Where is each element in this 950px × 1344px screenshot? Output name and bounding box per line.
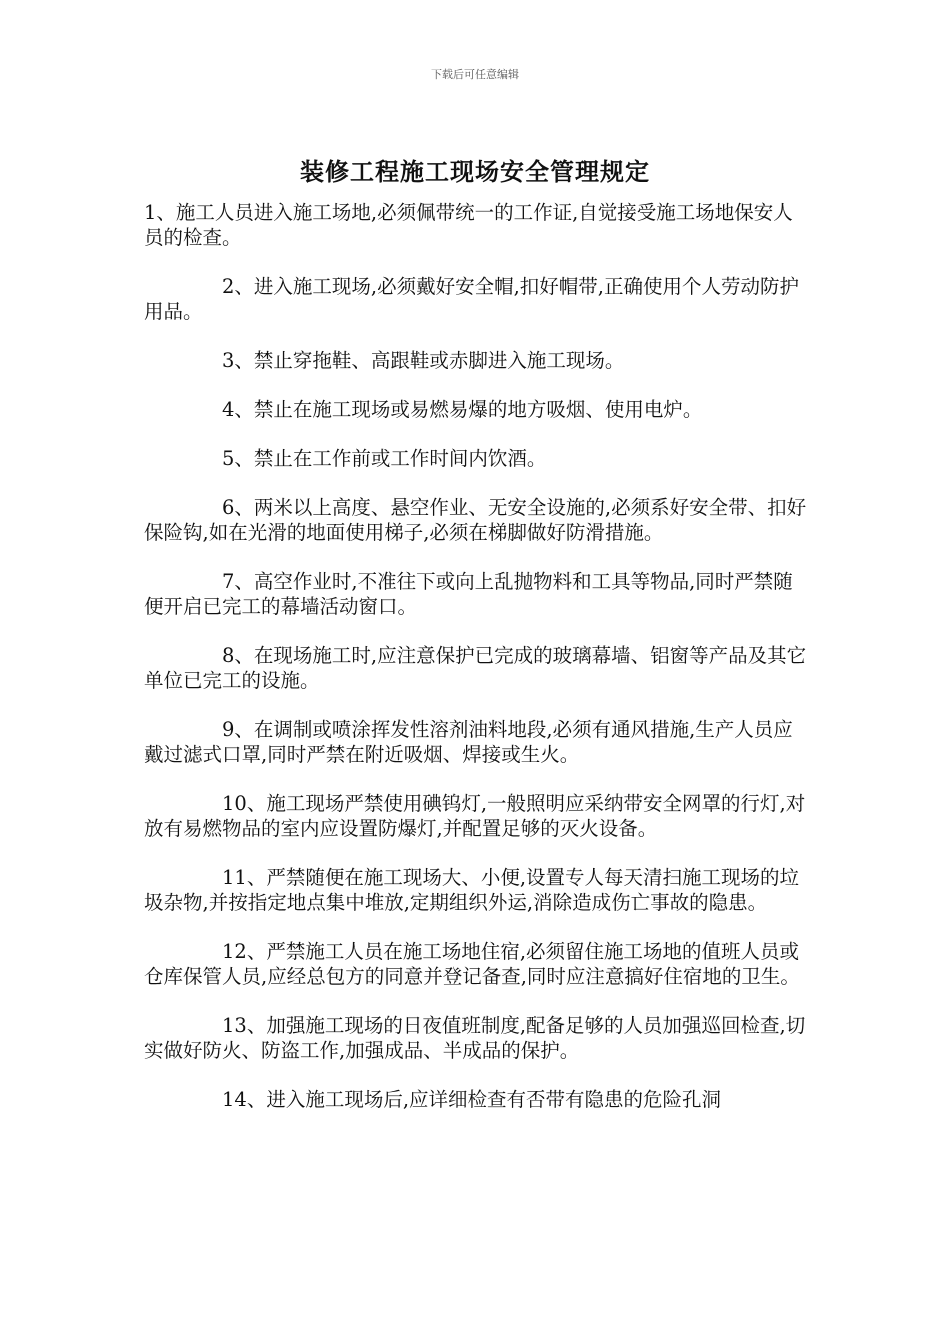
rule-paragraph-1: 1、施工人员进入施工场地,必须佩带统一的工作证,自觉接受施工场地保安人员的检查。 [144,201,793,249]
rule-paragraph-7: 7、高空作业时,不准往下或向上乱抛物料和工具等物品,同时严禁随便开启已完工的幕墙活动窗口。 [144,570,793,618]
document-body [144,200,808,1136]
rule-paragraph-3: 3、禁止穿拖鞋、高跟鞋或赤脚进入施工现场。 [222,349,625,372]
rule-paragraph-5: 5、禁止在工作前或工作时间内饮酒。 [222,447,547,470]
rule-paragraph-11: 11、严禁随便在施工现场大、小便,设置专人每天清扫施工现场的垃圾杂物,并按指定地点集中堆放,定期组织外运,消除造成伤亡事故的隐患。 [144,866,800,914]
rule-paragraph-4: 4、禁止在施工现场或易燃易爆的地方吸烟、使用电炉。 [222,398,703,421]
document-title: 装修工程施工现场安全管理规定 [300,158,650,186]
rule-paragraph-10: 10、施工现场严禁使用碘钨灯,一般照明应采纳带安全网罩的行灯,对放有易燃物品的室内应设置防爆灯,并配置足够的灭火设备。 [144,792,806,840]
rule-paragraph-14: 14、进入施工现场后,应详细检查有否带有隐患的危险孔洞 [222,1088,722,1111]
rule-paragraph-8: 8、在现场施工时,应注意保护已完成的玻璃幕墙、铝窗等产品及其它单位已完工的设施。 [144,644,807,692]
rule-paragraph-2: 2、进入施工现场,必须戴好安全帽,扣好帽带,正确使用个人劳动防护用品。 [144,275,800,323]
page-header-note: 下载后可任意编辑 [431,68,519,81]
rule-paragraph-6: 6、两米以上高度、悬空作业、无安全设施的,必须系好安全带、扣好保险钩,如在光滑的地面使用梯子,必须在梯脚做好防滑措施。 [144,496,807,544]
rule-paragraph-9: 9、在调制或喷涂挥发性溶剂油料地段,必须有通风措施,生产人员应戴过滤式口罩,同时严禁在附近吸烟、焊接或生火。 [144,718,793,766]
rule-paragraph-13: 13、加强施工现场的日夜值班制度,配备足够的人员加强巡回检查,切实做好防火、防盗工作,加强成品、半成品的保护。 [144,1014,806,1062]
rule-paragraph-12: 12、严禁施工人员在施工场地住宿,必须留住施工场地的值班人员或仓库保管人员,应经总包方的同意并登记备查,同时应注意搞好住宿地的卫生。 [144,940,800,988]
